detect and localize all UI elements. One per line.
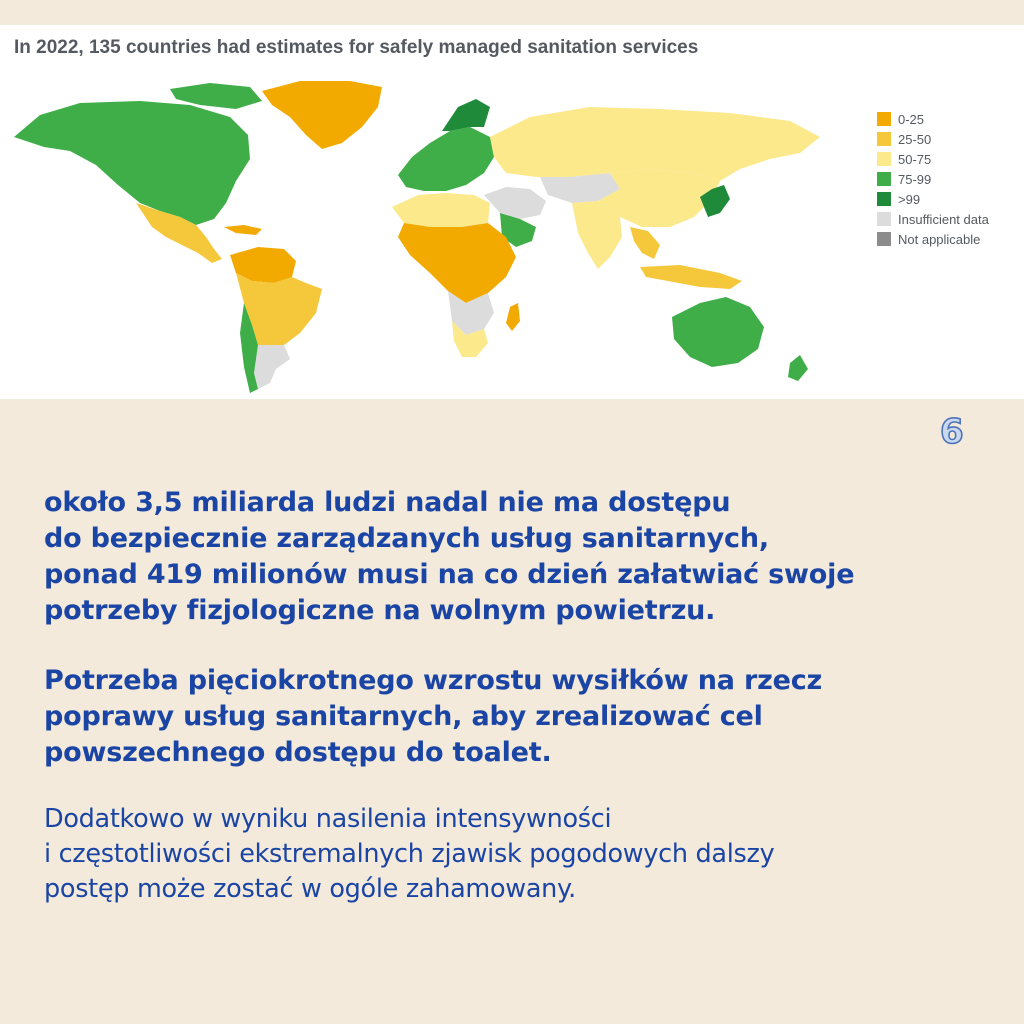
paragraph-climate-note — [44, 802, 774, 907]
text-line: do bezpiecznie zarządzanych usług sanitarnych, — [44, 523, 769, 554]
legend-item-50-75 — [877, 149, 989, 169]
legend-label: Not applicable — [898, 231, 981, 247]
region-europe — [398, 127, 494, 191]
legend-item-insufficient-data — [877, 209, 989, 229]
legend-label: 25-50 — [898, 131, 932, 147]
legend-label: Insufficient data — [898, 211, 989, 227]
legend-item-75-99 — [877, 169, 989, 189]
paragraph-call-to-action — [44, 663, 822, 771]
text-line: Potrzeba pięciokrotnego wzrostu wysiłków na rzecz — [44, 665, 823, 696]
text-line: ponad 419 milionów musi na co dzień załatwiać swoje — [44, 559, 855, 590]
legend-swatch-25-50 — [877, 132, 891, 146]
legend-item-0-25 — [877, 109, 989, 129]
legend-swatch-75-99 — [877, 172, 891, 186]
map-title: In 2022, 135 countries had estimates for safely managed sanitation services — [14, 37, 699, 58]
paragraph-statistics — [44, 485, 854, 629]
text-line: postęp może zostać w ogóle zahamowany. — [44, 874, 576, 904]
legend-swatch-0-25 — [877, 112, 891, 126]
region-maritime-southeast-asia — [640, 265, 742, 289]
map-legend — [877, 109, 989, 249]
legend-swatch-not-applicable — [877, 232, 891, 246]
text-line: i częstotliwości ekstremalnych zjawisk pogodowych dalszy — [44, 839, 775, 869]
region-sub-saharan-africa — [398, 223, 516, 303]
region-north-america — [14, 101, 250, 225]
text-line: Dodatkowo w wyniku nasilenia intensywności — [44, 804, 612, 834]
legend-label: 75-99 — [898, 171, 932, 187]
region-new-zealand — [788, 355, 808, 381]
legend-label: 50-75 — [898, 151, 932, 167]
region-mainland-southeast-asia — [630, 227, 660, 259]
legend-swatch-insufficient-data — [877, 212, 891, 226]
text-line: powszechnego dostępu do toalet. — [44, 737, 552, 768]
page-number: 6 — [940, 412, 964, 452]
text-line: potrzeby fizjologiczne na wolnym powietrzu. — [44, 595, 716, 626]
text-line: około 3,5 miliarda ludzi nadal nie ma dostępu — [44, 487, 731, 518]
legend-item-25-50 — [877, 129, 989, 149]
region-greenland — [262, 81, 382, 149]
legend-item-over-99 — [877, 189, 989, 209]
text-line: poprawy usług sanitarnych, aby zrealizować cel — [44, 701, 763, 732]
legend-swatch-50-75 — [877, 152, 891, 166]
legend-item-not-applicable — [877, 229, 989, 249]
legend-swatch-over-99 — [877, 192, 891, 206]
region-australia — [672, 297, 764, 367]
region-southern-cone — [254, 345, 290, 389]
region-north-africa — [392, 193, 490, 227]
legend-label: >99 — [898, 191, 921, 207]
legend-label: 0-25 — [898, 111, 925, 127]
region-middle-east — [484, 187, 546, 219]
region-madagascar — [506, 303, 520, 331]
world-map — [0, 77, 860, 399]
region-scandinavia — [442, 99, 490, 131]
map-card — [0, 25, 1024, 399]
region-caribbean — [224, 225, 262, 235]
